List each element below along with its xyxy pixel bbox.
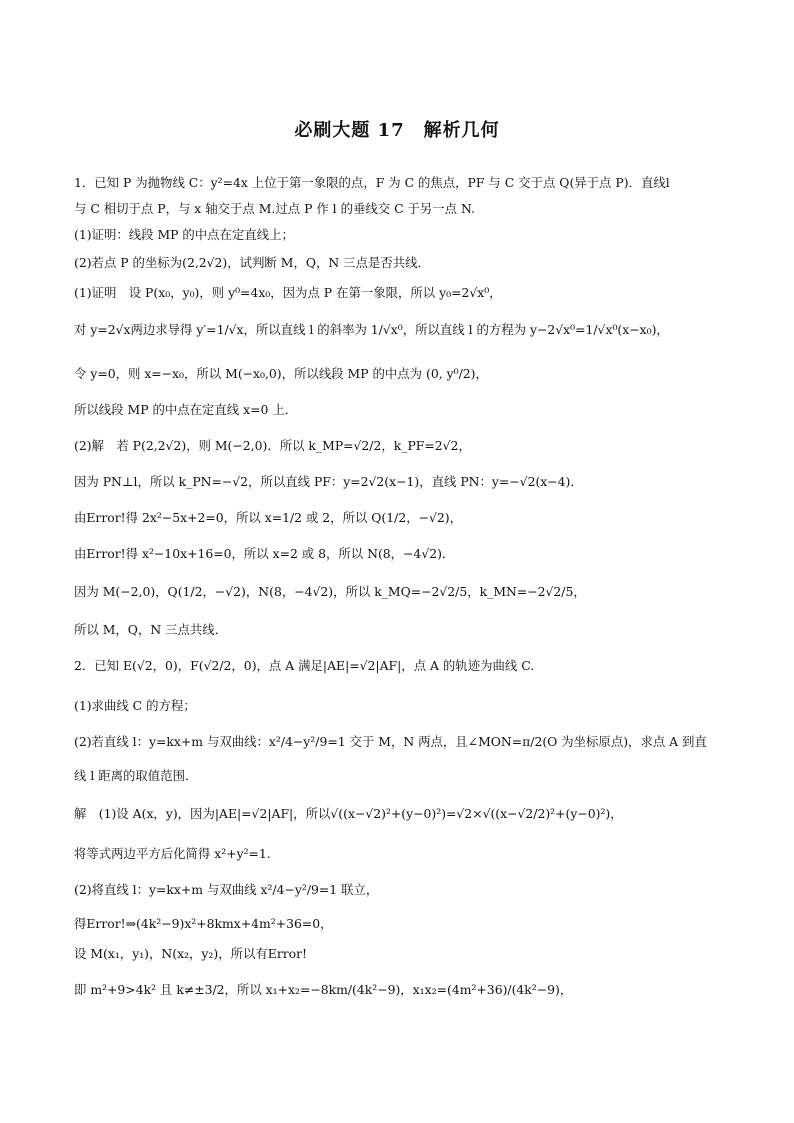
solution-1-line-1: (1)证明 设 P(x₀，y₀)，则 y⁰=4x₀，因为点 P 在第一象限，所以 y₀=2√x⁰， xyxy=(74,285,502,300)
solution-2-line-4: 得Error!⇒(4k²−9)x²+8kmx+4m²+36=0， xyxy=(74,916,333,931)
problem-1-part-1: (1)证明：线段 MP 的中点在定直线上； xyxy=(74,227,294,242)
problem-2-part-2-cont: 线 l 距离的取值范围． xyxy=(74,768,198,783)
solution-1-line-2: 对 y=2√x两边求导得 y′=1/√x，所以直线 l 的斜率为 1/√x⁰，所以直线 l 的方程为 y−2√x⁰=1/√x⁰(x−x₀)， xyxy=(74,322,669,337)
page-title: 必刷大题 17 解析几何 xyxy=(294,120,500,141)
solution-2-line-6: 即 m²+9>4k² 且 k≠±3/2，所以 x₁+x₂=−8km/(4k²−9)，x₁x₂=(4m²+36)/(4k²−9)， xyxy=(74,982,573,997)
solution-2-line-2: 将等式两边平方后化简得 x²+y²=1. xyxy=(74,846,271,861)
solution-1-line-8: 由Error!得 x²−10x+16=0，所以 x=2 或 8，所以 N(8，−4√2)． xyxy=(74,546,455,561)
problem-1-part-2: (2)若点 P 的坐标为(2,2√2)，试判断 M，Q，N 三点是否共线． xyxy=(74,255,430,270)
problem-1-line-2: 与 C 相切于点 P，与 x 轴交于点 M.过点 P 作 l 的垂线交 C 于另一点 N. xyxy=(74,201,475,216)
problem-2-part-1: (1)求曲线 C 的方程； xyxy=(74,698,196,713)
solution-1-line-6: 因为 PN⊥l，所以 k_PN=−√2，所以直线 PF：y=2√2(x−1)，直线 PN：y=−√2(x−4)． xyxy=(74,474,583,489)
solution-2-line-5: 设 M(x₁，y₁)，N(x₂，y₂)，所以有Error! xyxy=(74,946,308,961)
solution-2-line-1: 解 (1)设 A(x，y)，因为|AE|=√2|AF|，所以√((x−√2)²+(y−0)²)=√2×√((x−√2/2)²+(y−0)²)， xyxy=(74,806,623,821)
solution-2-line-3: (2)将直线 l：y=kx+m 与双曲线 x²/4−y²/9=1 联立， xyxy=(74,882,379,897)
solution-1-line-7: 由Error!得 2x²−5x+2=0，所以 x=1/2 或 2，所以 Q(1/2，−√2)， xyxy=(74,510,462,525)
solution-1-line-3: 令 y=0，则 x=−x₀，所以 M(−x₀,0)，所以线段 MP 的中点为 (0, y⁰/2)， xyxy=(74,366,488,381)
solution-1-line-9: 因为 M(−2,0)，Q(1/2，−√2)，N(8，−4√2)，所以 k_MQ=−2√2/5，k_MN=−2√2/5， xyxy=(74,584,586,599)
problem-2-part-2: (2)若直线 l：y=kx+m 与双曲线：x²/4−y²/9=1 交于 M，N 两点，且∠MON=π/2(O 为坐标原点)，求点 A 到直 xyxy=(74,734,707,749)
problem-1-line-1: 1．已知 P 为抛物线 C：y²=4x 上位于第一象限的点，F 为 C 的焦点，PF 与 C 交于点 Q(异于点 P)．直线l xyxy=(74,175,670,190)
solution-1-line-10: 所以 M，Q，N 三点共线． xyxy=(74,622,228,637)
solution-1-line-4: 所以线段 MP 的中点在定直线 x=0 上． xyxy=(74,402,298,417)
solution-1-line-5: (2)解 若 P(2,2√2)，则 M(−2,0)．所以 k_MP=√2/2，k_PF=2√2， xyxy=(74,438,471,453)
problem-2-line-1: 2．已知 E(√2，0)，F(√2/2，0)，点 A 满足|AE|=√2|AF|，点 A 的轨迹为曲线 C. xyxy=(74,658,535,673)
